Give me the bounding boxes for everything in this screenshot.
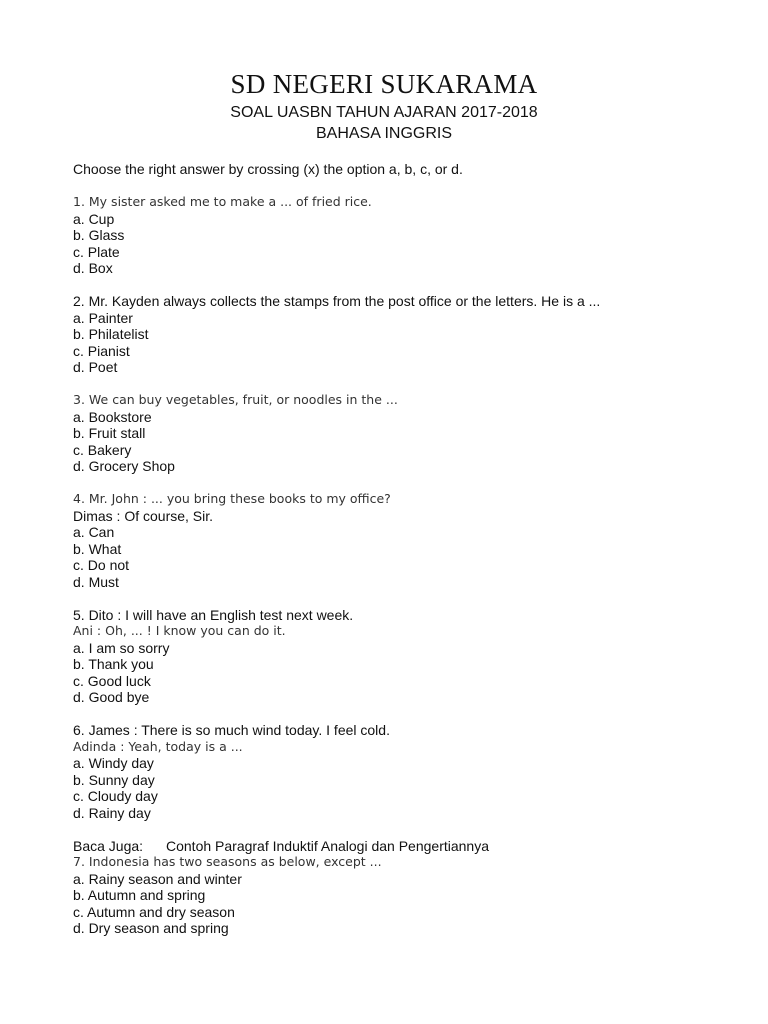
option-b: b. Fruit stall: [73, 425, 146, 441]
option-a: a. Painter: [73, 309, 133, 326]
option-b: b. Philatelist: [73, 326, 149, 342]
subject-title: BAHASA INGGRIS: [315, 125, 453, 142]
option-d: d. Poet: [73, 359, 118, 375]
exam-body: [73, 161, 713, 937]
see-also-label: Baca Juga:: [73, 837, 144, 854]
question-5: [73, 607, 713, 706]
school-title: SD NEGERI SUKARAMA: [230, 69, 538, 99]
question-2: [73, 293, 713, 376]
option-d: d. Box: [73, 260, 113, 276]
option-a: a. I am so sorry: [73, 639, 170, 656]
option-c: c. Cloudy day: [73, 788, 158, 804]
option-d: d. Good bye: [73, 689, 150, 705]
option-b: b. Glass: [73, 227, 125, 243]
option-b: b. Autumn and spring: [73, 887, 206, 903]
question-text: 1. My sister asked me to make a ... of fried rice.: [73, 194, 372, 209]
option-b: b. Thank you: [73, 656, 154, 672]
question-dialogue: Ani : Oh, ... ! I know you can do it.: [73, 623, 286, 638]
question-text: 7. Indonesia has two seasons as below, except ...: [73, 854, 382, 869]
option-c: c. Autumn and dry season: [73, 903, 235, 920]
option-a: a. Can: [73, 524, 115, 540]
option-a: a. Cup: [73, 210, 115, 227]
question-4: [73, 491, 713, 590]
option-c: c. Pianist: [73, 342, 130, 359]
option-b: b. What: [73, 540, 122, 557]
question-3: [73, 392, 713, 475]
option-d: d. Dry season and spring: [73, 920, 229, 936]
option-b: b. Sunny day: [73, 771, 155, 788]
question-text: 6. James : There is so much wind today. I feel cold.: [73, 722, 390, 738]
option-c: c. Plate: [73, 243, 120, 260]
question-text: 5. Dito : I will have an English test next week.: [73, 606, 354, 623]
option-a: a. Bookstore: [73, 408, 152, 425]
question-7: [73, 854, 713, 937]
question-dialogue: Adinda : Yeah, today is a ...: [73, 738, 243, 754]
option-a: a. Rainy season and winter: [73, 870, 242, 887]
see-also-link[interactable]: Contoh Paragraf Induktif Analogi dan Pengertiannya: [166, 837, 490, 854]
question-text: 3. We can buy vegetables, fruit, or noodles in the ...: [73, 392, 398, 407]
option-d: d. Must: [73, 573, 119, 590]
question-text: 4. Mr. John : ... you bring these books to my office?: [73, 491, 391, 506]
exam-title: SOAL UASBN TAHUN AJARAN 2017-2018: [230, 104, 538, 121]
see-also: [73, 838, 713, 855]
instruction: Choose the right answer by crossing (x) the option a, b, c, or d.: [73, 161, 463, 177]
option-c: c. Bakery: [73, 441, 132, 458]
option-a: a. Windy day: [73, 755, 154, 771]
option-d: d. Rainy day: [73, 804, 151, 821]
option-d: d. Grocery Shop: [73, 458, 175, 474]
option-c: c. Do not: [73, 557, 130, 573]
question-1: [73, 194, 713, 277]
question-dialogue: Dimas : Of course, Sir.: [73, 507, 214, 524]
question-text: 2. Mr. Kayden always collects the stamps from the post office or the letters. He is a ...: [73, 293, 601, 309]
question-6: [73, 722, 713, 821]
option-c: c. Good luck: [73, 672, 151, 689]
